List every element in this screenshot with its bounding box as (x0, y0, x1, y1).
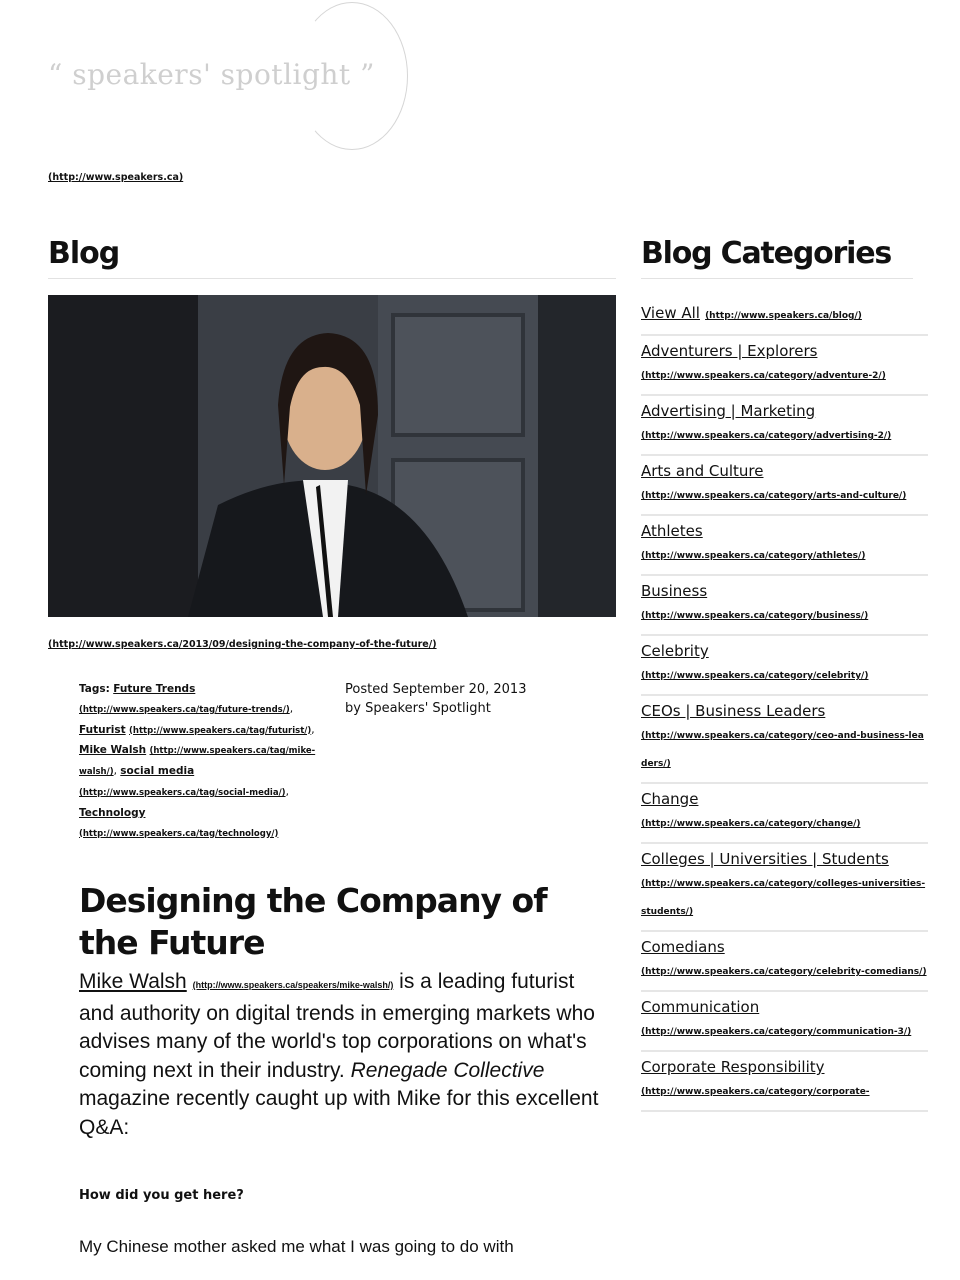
category-url[interactable]: (http://www.speakers.ca/category/celebrity/) (641, 671, 869, 681)
category-url[interactable]: (http://www.speakers.ca/category/corporate- (641, 1087, 870, 1097)
category-item (641, 396, 928, 456)
category-url[interactable]: (http://www.speakers.ca/category/arts-and-culture/) (641, 491, 907, 501)
category-link[interactable]: Athletes (641, 522, 703, 540)
tag-future-trends-url[interactable]: (http://www.speakers.ca/tag/future-trends/) (79, 704, 290, 715)
category-url[interactable]: (http://www.speakers.ca/category/colleges-universities-students/) (641, 879, 926, 917)
interview-answer: My Chinese mother asked me what I was going to do with (79, 1237, 514, 1256)
hero-photo-illustration (48, 295, 616, 617)
intro-text-2: magazine recently caught up with Mike for this excellent Q&A: (79, 1087, 599, 1139)
magazine-name: Renegade Collective (350, 1058, 545, 1082)
category-item (641, 696, 928, 784)
category-url[interactable]: (http://www.speakers.ca/category/advertising-2/) (641, 431, 892, 441)
hero-photo[interactable] (48, 295, 616, 617)
category-url[interactable]: (http://www.speakers.ca/category/adventure-2/) (641, 371, 886, 381)
category-link[interactable]: View All (641, 304, 700, 322)
category-item (641, 992, 928, 1052)
category-link[interactable]: Arts and Culture (641, 462, 764, 480)
category-list (641, 298, 928, 1280)
category-link[interactable]: CEOs | Business Leaders (641, 702, 826, 720)
post-author: by Speakers' Spotlight (345, 701, 491, 716)
tag-technology[interactable]: Technology (79, 806, 146, 819)
category-url[interactable]: (http://www.speakers.ca/category/ceo-and-business-leaders/) (641, 731, 924, 769)
intro-text-1: is a leading futurist and authority on digital trends in emerging markets who advises many of the world's top corporations on what's coming next in their industry. (79, 970, 595, 1082)
interview-question: How did you get here? (79, 1188, 244, 1203)
category-link[interactable]: Colleges | Universities | Students (641, 850, 889, 868)
post-tags: Tags: Future Trends (http://www.speakers.ca/tag/future-trends/), Futurist (http://www.speakers.ca/tag/futurist/), Mike Walsh (http://www.speakers.ca/tag/mike-walsh/), social media (http://www.speakers.ca/tag/social-media/), Technology (http://www.speakers.ca/tag/technology/) (79, 683, 316, 839)
category-link[interactable]: Advertising | Marketing (641, 402, 816, 420)
category-link[interactable]: Adventurers | Explorers (641, 342, 818, 360)
category-item (641, 636, 928, 696)
hero-link-url[interactable]: (http://www.speakers.ca/2013/09/designing-the-company-of-the-future/) (48, 639, 437, 650)
category-item (641, 456, 928, 516)
category-item (641, 576, 928, 636)
blog-heading: Blog (48, 236, 616, 279)
tag-mike-walsh[interactable]: Mike Walsh (79, 744, 147, 757)
category-item (641, 1052, 928, 1112)
category-link[interactable]: Communication (641, 998, 760, 1016)
post-meta (345, 680, 575, 718)
home-link-url[interactable]: (http://www.speakers.ca) (48, 172, 184, 183)
category-link[interactable]: Corporate Responsibility (641, 1058, 825, 1076)
speaker-link[interactable]: Mike Walsh (79, 970, 187, 993)
category-url[interactable]: (http://www.speakers.ca/category/business/) (641, 611, 869, 621)
tag-futurist-url[interactable]: (http://www.speakers.ca/tag/futurist/) (129, 725, 312, 736)
post-intro (79, 968, 599, 1142)
post-title: Designing the Company of the Future (79, 881, 547, 962)
tags-label: Tags: (79, 683, 110, 695)
category-url[interactable]: (http://www.speakers.ca/category/athletes/) (641, 551, 866, 561)
tag-social-media[interactable]: social media (120, 765, 195, 778)
category-item (641, 298, 928, 336)
post-date: Posted September 20, 2013 (345, 682, 527, 697)
category-link[interactable]: Comedians (641, 938, 725, 956)
speaker-link-url[interactable]: (http://www.speakers.ca/speakers/mike-walsh/) (192, 980, 394, 990)
tag-future-trends[interactable]: Future Trends (113, 683, 196, 695)
category-link[interactable]: Business (641, 582, 708, 600)
category-item (641, 336, 928, 396)
category-item (641, 784, 928, 844)
category-url[interactable]: (http://www.speakers.ca/blog/) (705, 311, 862, 321)
site-logo[interactable] (48, 0, 408, 150)
category-link[interactable]: Change (641, 790, 699, 808)
category-item (641, 932, 928, 992)
logo-text: “ speakers' spotlight ” (48, 58, 375, 91)
category-item (641, 516, 928, 576)
category-item (641, 844, 928, 932)
tag-futurist[interactable]: Futurist (79, 723, 126, 736)
category-url[interactable]: (http://www.speakers.ca/category/communication-3/) (641, 1027, 912, 1037)
tag-technology-url[interactable]: (http://www.speakers.ca/tag/technology/) (79, 828, 279, 839)
category-url[interactable]: (http://www.speakers.ca/category/change/) (641, 819, 861, 829)
tag-mike-walsh-url[interactable]: (http://www.speakers.ca/tag/mike-walsh/) (79, 746, 316, 778)
tag-social-media-url[interactable]: (http://www.speakers.ca/tag/social-media/) (79, 787, 286, 798)
category-url[interactable]: (http://www.speakers.ca/category/celebrity-comedians/) (641, 967, 927, 977)
category-link[interactable]: Celebrity (641, 642, 709, 660)
categories-heading: Blog Categories (641, 236, 913, 279)
